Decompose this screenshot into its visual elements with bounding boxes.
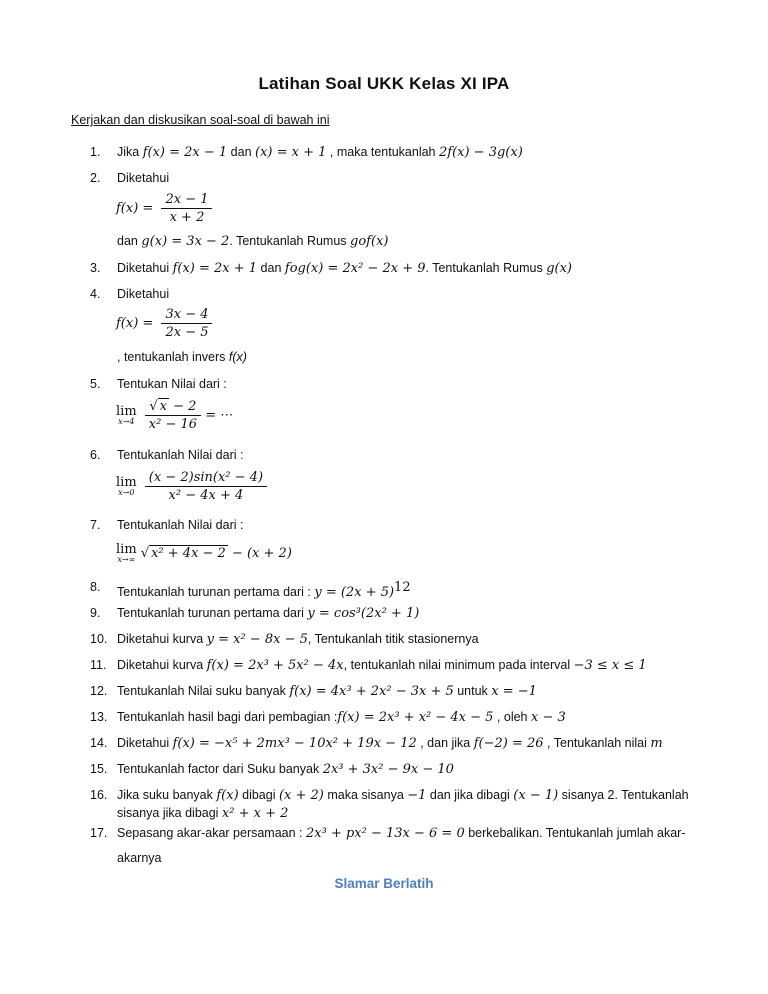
- question-number: 12.: [90, 684, 108, 698]
- question-number: 6.: [90, 448, 101, 462]
- question-2-line2: dan g(x) = 3x − 2. Tentukanlah Rumus gof(x): [117, 234, 389, 249]
- question-number: 15.: [90, 762, 108, 776]
- question-number: 5.: [90, 377, 101, 391]
- question-number: 16.: [90, 788, 108, 802]
- question-4-line2: , tentukanlah invers f(x): [117, 350, 247, 364]
- question-number: 3.: [90, 261, 101, 275]
- formula-limit: lim x→0 $\frac{\text{(x − 2)sin(x² − 4)}}{\text{x² − 4x + 4}}$: [116, 470, 267, 503]
- question-number: 4.: [90, 287, 101, 301]
- question-16-line2: sisanya jika dibagi x² + x + 2: [117, 806, 289, 821]
- footer-signoff: Slamar Berlatih: [334, 876, 434, 891]
- question-number: 17.: [90, 826, 108, 840]
- question-number: 14.: [90, 736, 108, 750]
- formula-limit: lim x→∞ √ x² + 4x − 2 − (x + 2): [116, 542, 292, 564]
- page-title: Latihan Soal UKK Kelas XI IPA: [258, 74, 510, 93]
- question-number: 11.: [90, 658, 107, 672]
- question-number: 13.: [90, 710, 108, 724]
- question-number: 10.: [90, 632, 108, 646]
- question-17-line2: akarnya: [117, 851, 162, 865]
- formula-fraction: f(x) = $\frac{3x - 4}{2x - 5}$: [116, 307, 212, 340]
- formula-fraction: f(x) = $\frac{2x - 1}{x + 2}$: [116, 192, 212, 225]
- formula-limit: lim x→4 $\frac{√ x - 2}{\text{x² − 16}}$ = ⋯: [116, 399, 234, 432]
- worksheet-page: Latihan Soal UKK Kelas XI IPA Kerjakan dan diskusikan soal-soal di bawah ini 1. Jika f(x) = 2x − 1 dan (x) = x + 1 , maka tentukanlah 2f(x) − 3g(x) 2. Diketahui f(x) = $\frac{2x - 1}{x + 2}$ dan g(x) = 3x − 2. Tentukanlah Rumus gof(x) 3. Diketahui f(x) = 2x + 1 dan fog(x) = 2x² − 2x + 9. Tentukanlah Rumus g(x) 4. Diketahui f(x) = $\frac{3x - 4}{2x - 5}$ , tentukanlah invers f(x) 5. Tentukan Nilai dari : lim x→4 $\frac{√ x - 2}{\text{x² − 16}}$ = ⋯ 6. Tentukanlah Nilai dari : lim x→0 $\frac{\text{(x − 2)sin(x² − 4)}}{\text{x² − 4x + 4}}$ 7. Tentukanlah Nilai dari : lim x→∞ √ x² + 4x − 2 − (x + 2) 8. Tentukanlah turunan pertama dari : $y = (2x + 5)^{12}$ 9. Tentukanlah turunan pertama dari y = cos³(2x² + 1) 10. Diketahui kurva y = x² − 8x − 5, Tentukanlah titik stasionernya 11. Diketahui kurva f(x) = 2x³ + 5x² − 4x, tentukanlah nilai minimum pada interval −3 ≤ x ≤ 1 12. Tentukanlah Nilai suku banyak f(x) = 4x³ + 2x² − 3x + 5 untuk x = −1 13. Tentukanlah hasil bagi dari pembagian :f(x) = 2x³ + x² − 4x − 5 , oleh x − 3 14. Diketahui f(x) = −x⁵ + 2mx³ − 10x² + 19x − 12 , dan jika f(−2) = 26 , Tentukanlah nilai m 15. Tentukanlah factor dari Suku banyak 2x³ + 3x² − 9x − 10 16. Jika suku banyak f(x) dibagi (x + 2) maka sisanya −1 dan jika dibagi (x − 1) sisanya 2. Tentukanlah sisanya jika dibagi x² + x + 2 17. Sepasang akar-akar persamaan : 2x³ + px² − 13x − 6 = 0 berkebalikan. Tentukanlah jumlah akar- akarnya Slamar Berlatih: [0, 0, 768, 994]
- question-number: 8.: [90, 580, 101, 594]
- question-number: 2.: [90, 171, 101, 185]
- instructions: Kerjakan dan diskusikan soal-soal di bawah ini: [71, 113, 330, 127]
- question-number: 9.: [90, 606, 101, 620]
- question-number: 7.: [90, 518, 101, 532]
- question-number: 1.: [90, 145, 101, 159]
